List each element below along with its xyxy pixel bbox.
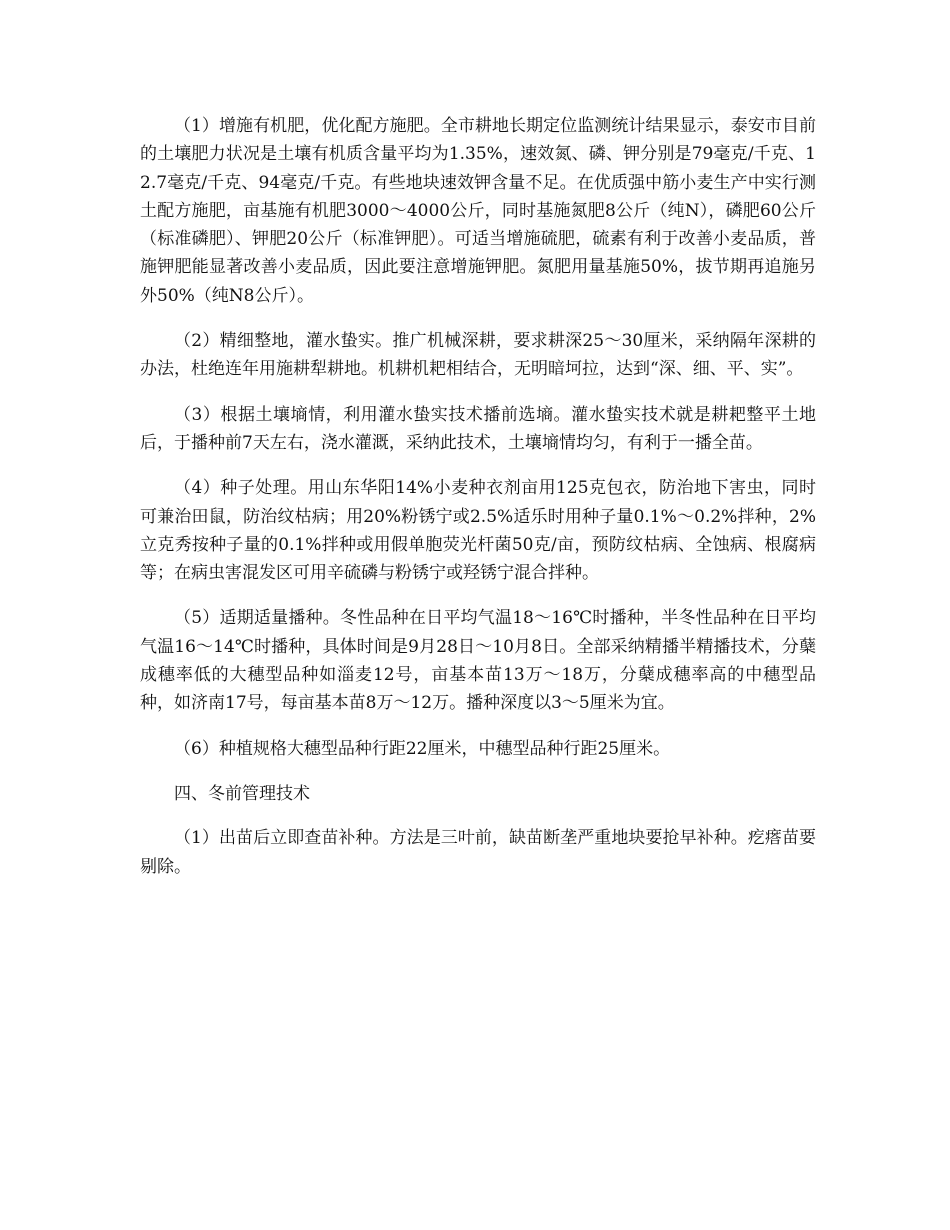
section-heading-winter-management: 四、冬前管理技术 xyxy=(174,783,310,804)
paragraph-soil-moisture: （3）根据土壤墒情，利用灌水蛰实技术播前选墒。灌水蛰实技术就是耕耙整平土地后，于播种前7天左右，浇水灌溉，采纳此技术，土壤墒情均匀，有利于一播全苗。 xyxy=(140,404,816,453)
paragraph-seedling-check: （1）出苗后立即查苗补种。方法是三叶前，缺苗断垄严重地块要抢早补种。疙瘩苗要剔除。 xyxy=(140,828,816,877)
paragraph-seed-treatment: （4）种子处理。用山东华阳14%小麦种衣剂亩用125克包衣，防治地下害虫，同时可兼治田鼠，防治纹枯病；用20%粉锈宁或2.5%适乐时用种子量0.1%～0.2%拌种，2%立克秀按种子量的0.1%拌种或用假单胞荧光杆菌50克/亩，预防纹枯病、全蚀病、根腐病等；在病虫害混发区可用辛硫磷与粉锈宁或羟锈宁混合拌种。 xyxy=(140,478,816,584)
document-body xyxy=(140,112,816,898)
paragraph-fertilization: （1）增施有机肥，优化配方施肥。全市耕地长期定位监测统计结果显示，泰安市目前的土壤肥力状况是土壤有机质含量平均为1.35%，速效氮、磷、钾分别是79毫克/千克、12.7毫克/千克、94毫克/千克。有些地块速效钾含量不足。在优质强中筋小麦生产中实行测土配方施肥，亩基施有机肥3000～4000公斤，同时基施氮肥8公斤（纯N），磷肥60公斤（标准磷肥）、钾肥20公斤（标准钾肥）。可适当增施硫肥，硫素有利于改善小麦品质，普施钾肥能显著改善小麦品质，因此要注意增施钾肥。氮肥用量基施50%，拔节期再追施另外50%（纯N8公斤）。 xyxy=(140,116,816,306)
paragraph-sowing-time: （5）适期适量播种。冬性品种在日平均气温18～16℃时播种，半冬性品种在日平均气温16～14℃时播种，具体时间是9月28日～10月8日。全部采纳精播半精播技术，分蘖成穗率低的大穗型品种如淄麦12号，亩基本苗13万～18万，分蘖成穗率高的中穗型品种，如济南17号，每亩基本苗8万～12万。播种深度以3～5厘米为宜。 xyxy=(140,608,816,714)
paragraph-land-preparation: （2）精细整地，灌水蛰实。推广机械深耕，要求耕深25～30厘米，采纳隔年深耕的办法，杜绝连年用施耕犁耕地。机耕机耙相结合，无明暗坷拉，达到“深、细、平、实”。 xyxy=(140,331,816,380)
paragraph-row-spacing: （6）种植规格大穗型品种行距22厘米，中穗型品种行距25厘米。 xyxy=(174,738,671,759)
